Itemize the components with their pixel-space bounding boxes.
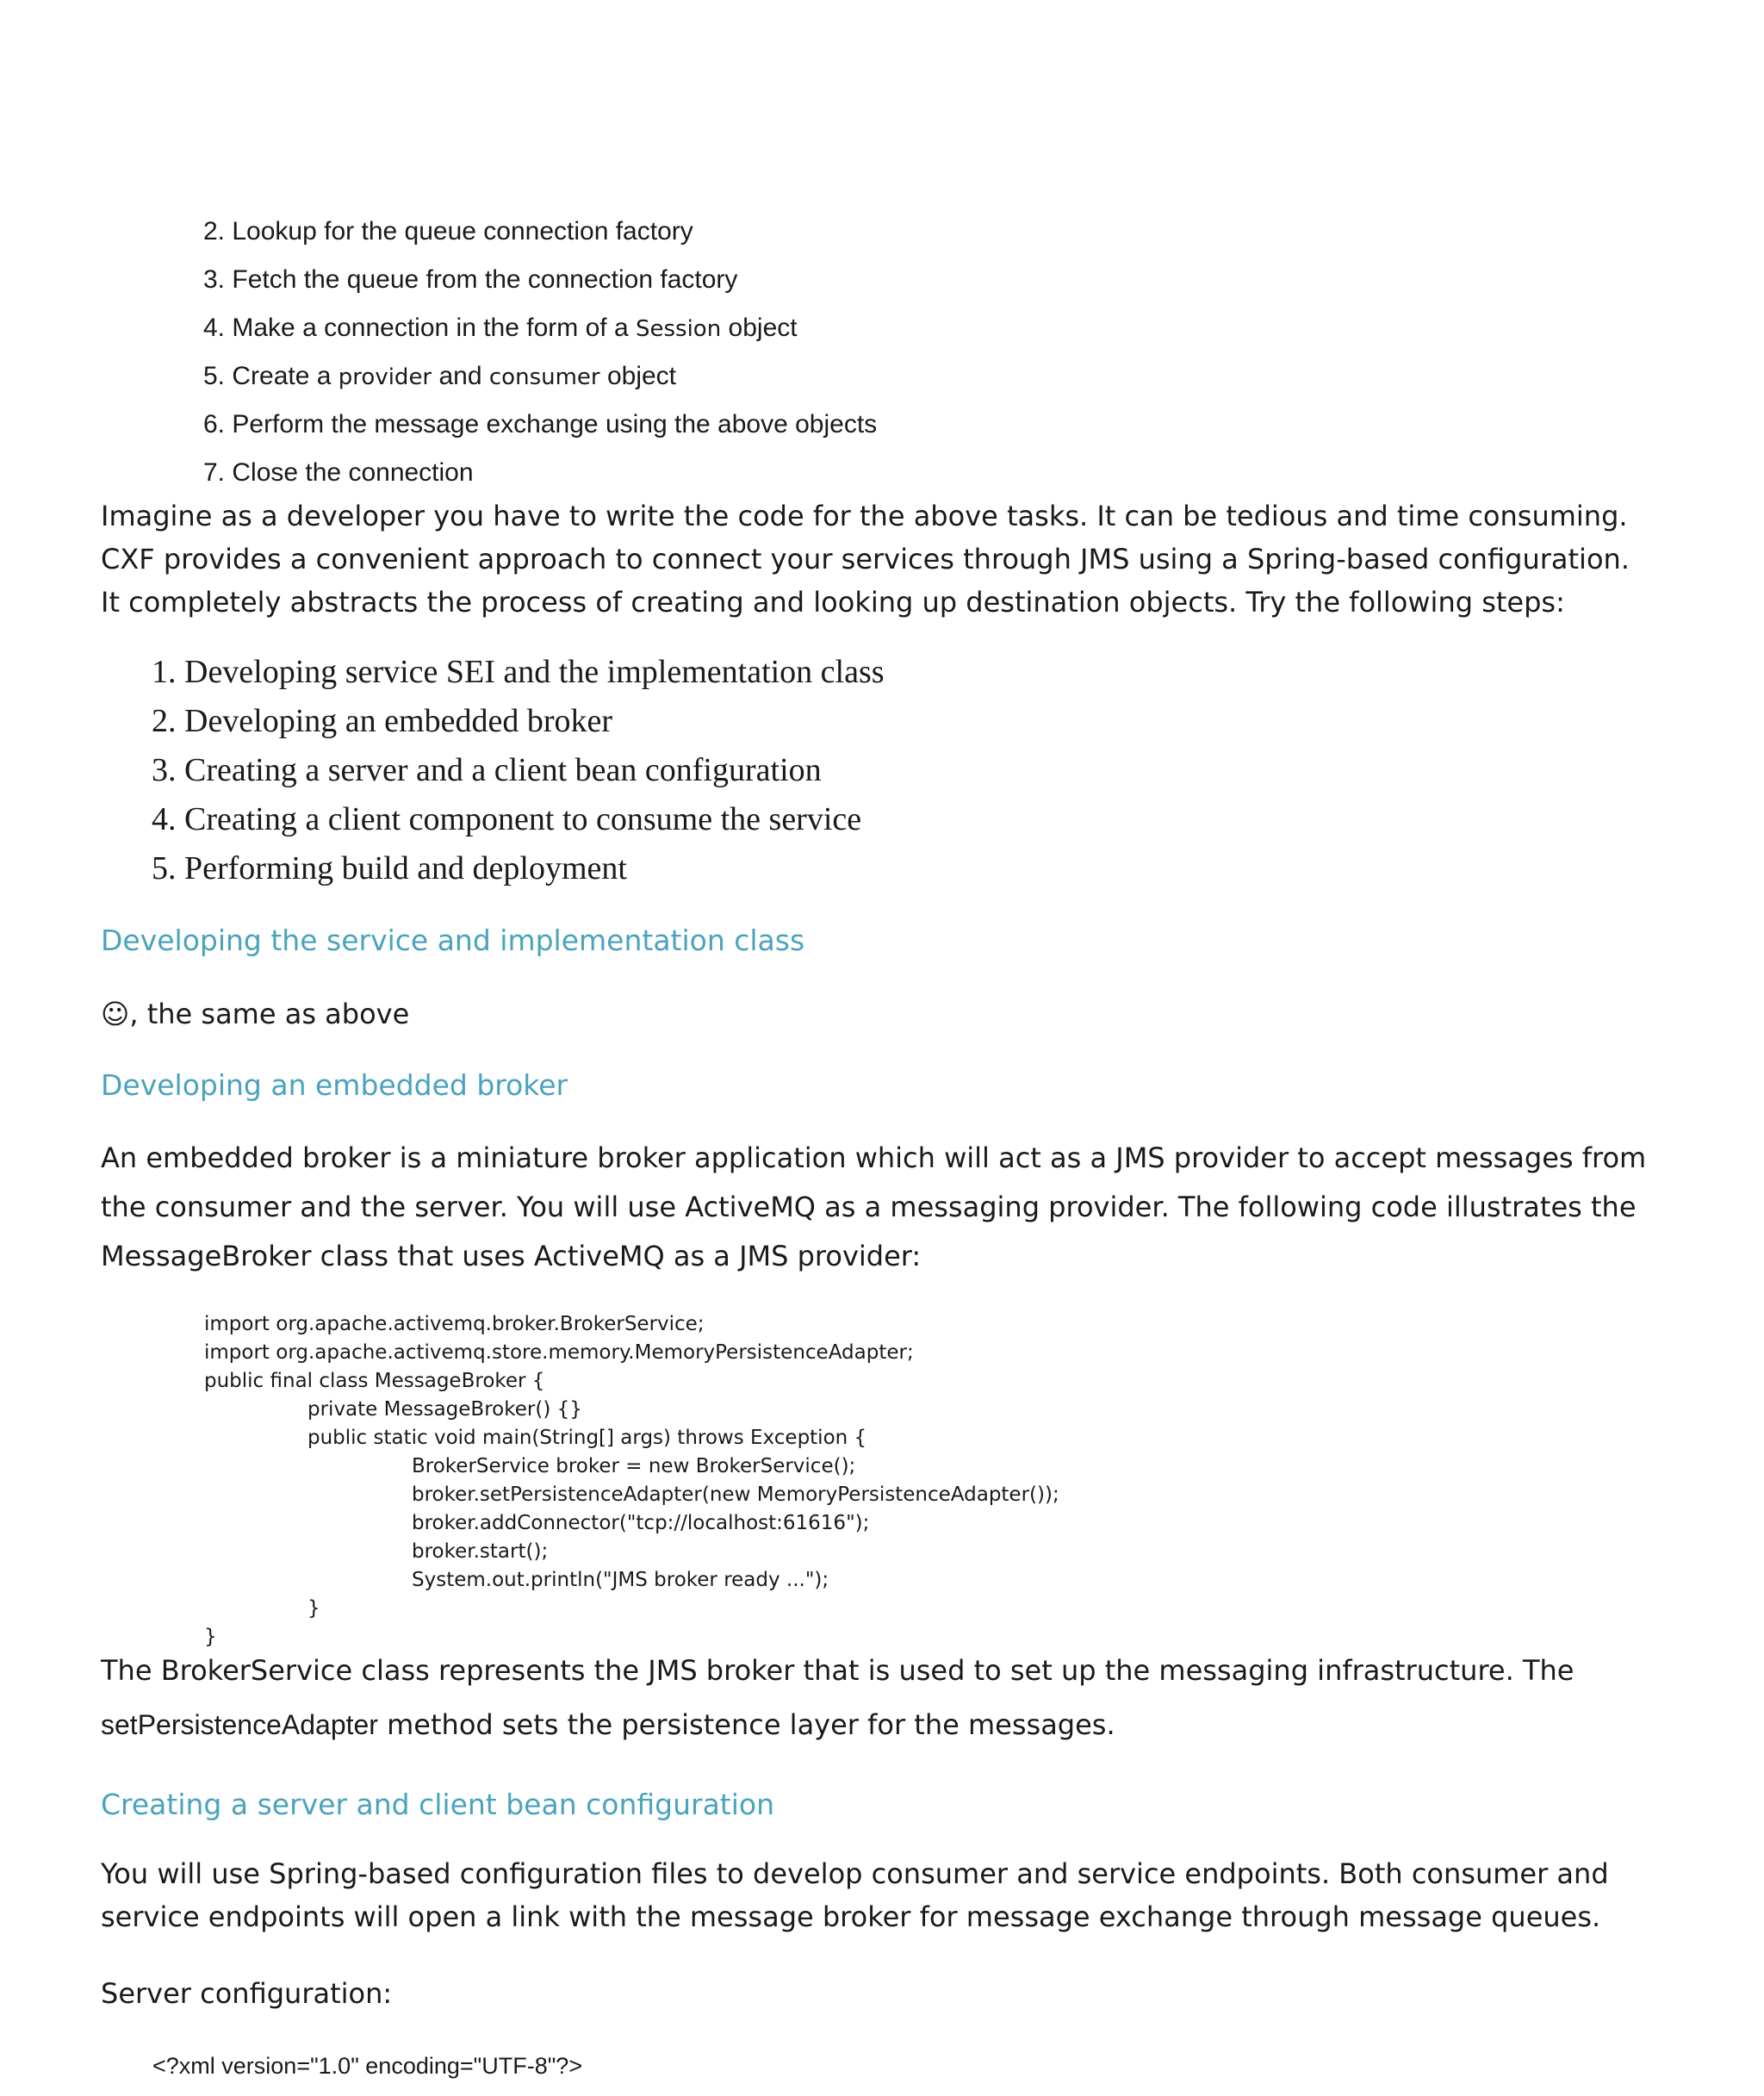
step-text: Lookup for the queue connection factory [232, 217, 693, 246]
broker-paragraph: An embedded broker is a miniature broker application which will act as a JMS provider to accept messages from the consumer and the server. You will use ActiveMQ as a messaging provider. The following code illustrates the MessageBroker class that uses ActiveMQ as a JMS provider: [101, 1141, 1647, 1272]
step-3 [203, 265, 737, 295]
code-word: consumer [488, 364, 600, 390]
code-line: BrokerService broker = new BrokerService(); [412, 1455, 856, 1477]
step-number: 5. [203, 362, 226, 390]
code-word: Session [635, 316, 722, 342]
step-5 [203, 362, 676, 391]
step-number: 2. [203, 217, 226, 246]
xml-declaration-line: <?xml version="1.0" encoding="UTF-8"?> [152, 2053, 583, 2079]
same-as-above-line [101, 998, 409, 1030]
code-line: import org.apache.activemq.broker.BrokerService; [204, 1313, 705, 1335]
step-6 [203, 410, 877, 439]
step-text: object [728, 314, 798, 342]
intro-paragraph: Imagine as a developer you have to write the code for the above tasks. It can be tedious and time consuming. CXF provides a convenient approach to connect your services through JMS using a Spring-based configuration. It completely abstracts the process of creating and looking up destination objects. Try the following steps: [101, 500, 1630, 619]
step-number: 6. [203, 410, 226, 438]
same-as-above-text: , the same as above [129, 998, 410, 1030]
code-line: broker.start(); [412, 1540, 549, 1563]
step-4 [203, 314, 798, 343]
code-word: setPersistenceAdapter [101, 1709, 378, 1740]
code-line: broker.setPersistenceAdapter(new MemoryPersistenceAdapter()); [412, 1483, 1059, 1506]
step-text: Close the connection [232, 458, 474, 487]
step-text: Fetch the queue from the connection factory [232, 265, 738, 294]
smiley-icon: ☺ [101, 998, 130, 1030]
step-text: object [606, 362, 677, 390]
step-text: and [438, 362, 482, 390]
step-text: Make a connection in the form of a [232, 314, 629, 342]
code-line: broker.addConnector("tcp://localhost:61616"); [412, 1512, 870, 1534]
code-line: import org.apache.activemq.store.memory.MemoryPersistenceAdapter; [204, 1341, 914, 1364]
broker-after-line1: The BrokerService class represents the JMS broker that is used to set up the messaging infrastructure. The [101, 1654, 1575, 1687]
broker-after-text: method sets the persistence layer for the messages. [377, 1708, 1115, 1741]
step-number: 3. [203, 265, 226, 294]
code-line: } [307, 1597, 320, 1620]
server-config-label: Server configuration: [101, 1977, 393, 2010]
main-step-4: 4. Creating a client component to consume the service [152, 801, 862, 837]
code-line: public final class MessageBroker { [204, 1370, 545, 1392]
code-word: provider [338, 364, 432, 390]
broker-after-line2 [101, 1708, 1115, 1741]
code-line: System.out.println("JMS broker ready ..."); [412, 1569, 829, 1591]
main-step-5: 5. Performing build and deployment [152, 850, 627, 886]
main-step-1: 1. Developing service SEI and the implementation class [152, 654, 885, 690]
step-2 [203, 217, 693, 246]
main-step-3: 3. Creating a server and a client bean configuration [152, 752, 822, 788]
section-heading-service: Developing the service and implementation class [101, 924, 805, 957]
code-line: private MessageBroker() {} [307, 1398, 582, 1421]
step-text: Create a [232, 362, 332, 390]
section-heading-broker: Developing an embedded broker [101, 1068, 568, 1102]
code-line: } [204, 1626, 217, 1648]
config-paragraph: You will use Spring-based configuration files to develop consumer and service endpoints. Both consumer and service endpoints will open a link with the message broker for message exchange through message queues. [101, 1857, 1609, 1933]
section-heading-config: Creating a server and client bean configuration [101, 1788, 775, 1821]
step-number: 4. [203, 314, 226, 342]
step-text: Perform the message exchange using the above objects [232, 410, 878, 438]
main-step-2: 2. Developing an embedded broker [152, 703, 612, 739]
step-7 [203, 458, 474, 488]
step-number: 7. [203, 458, 226, 487]
code-line: public static void main(String[] args) throws Exception { [307, 1427, 867, 1449]
